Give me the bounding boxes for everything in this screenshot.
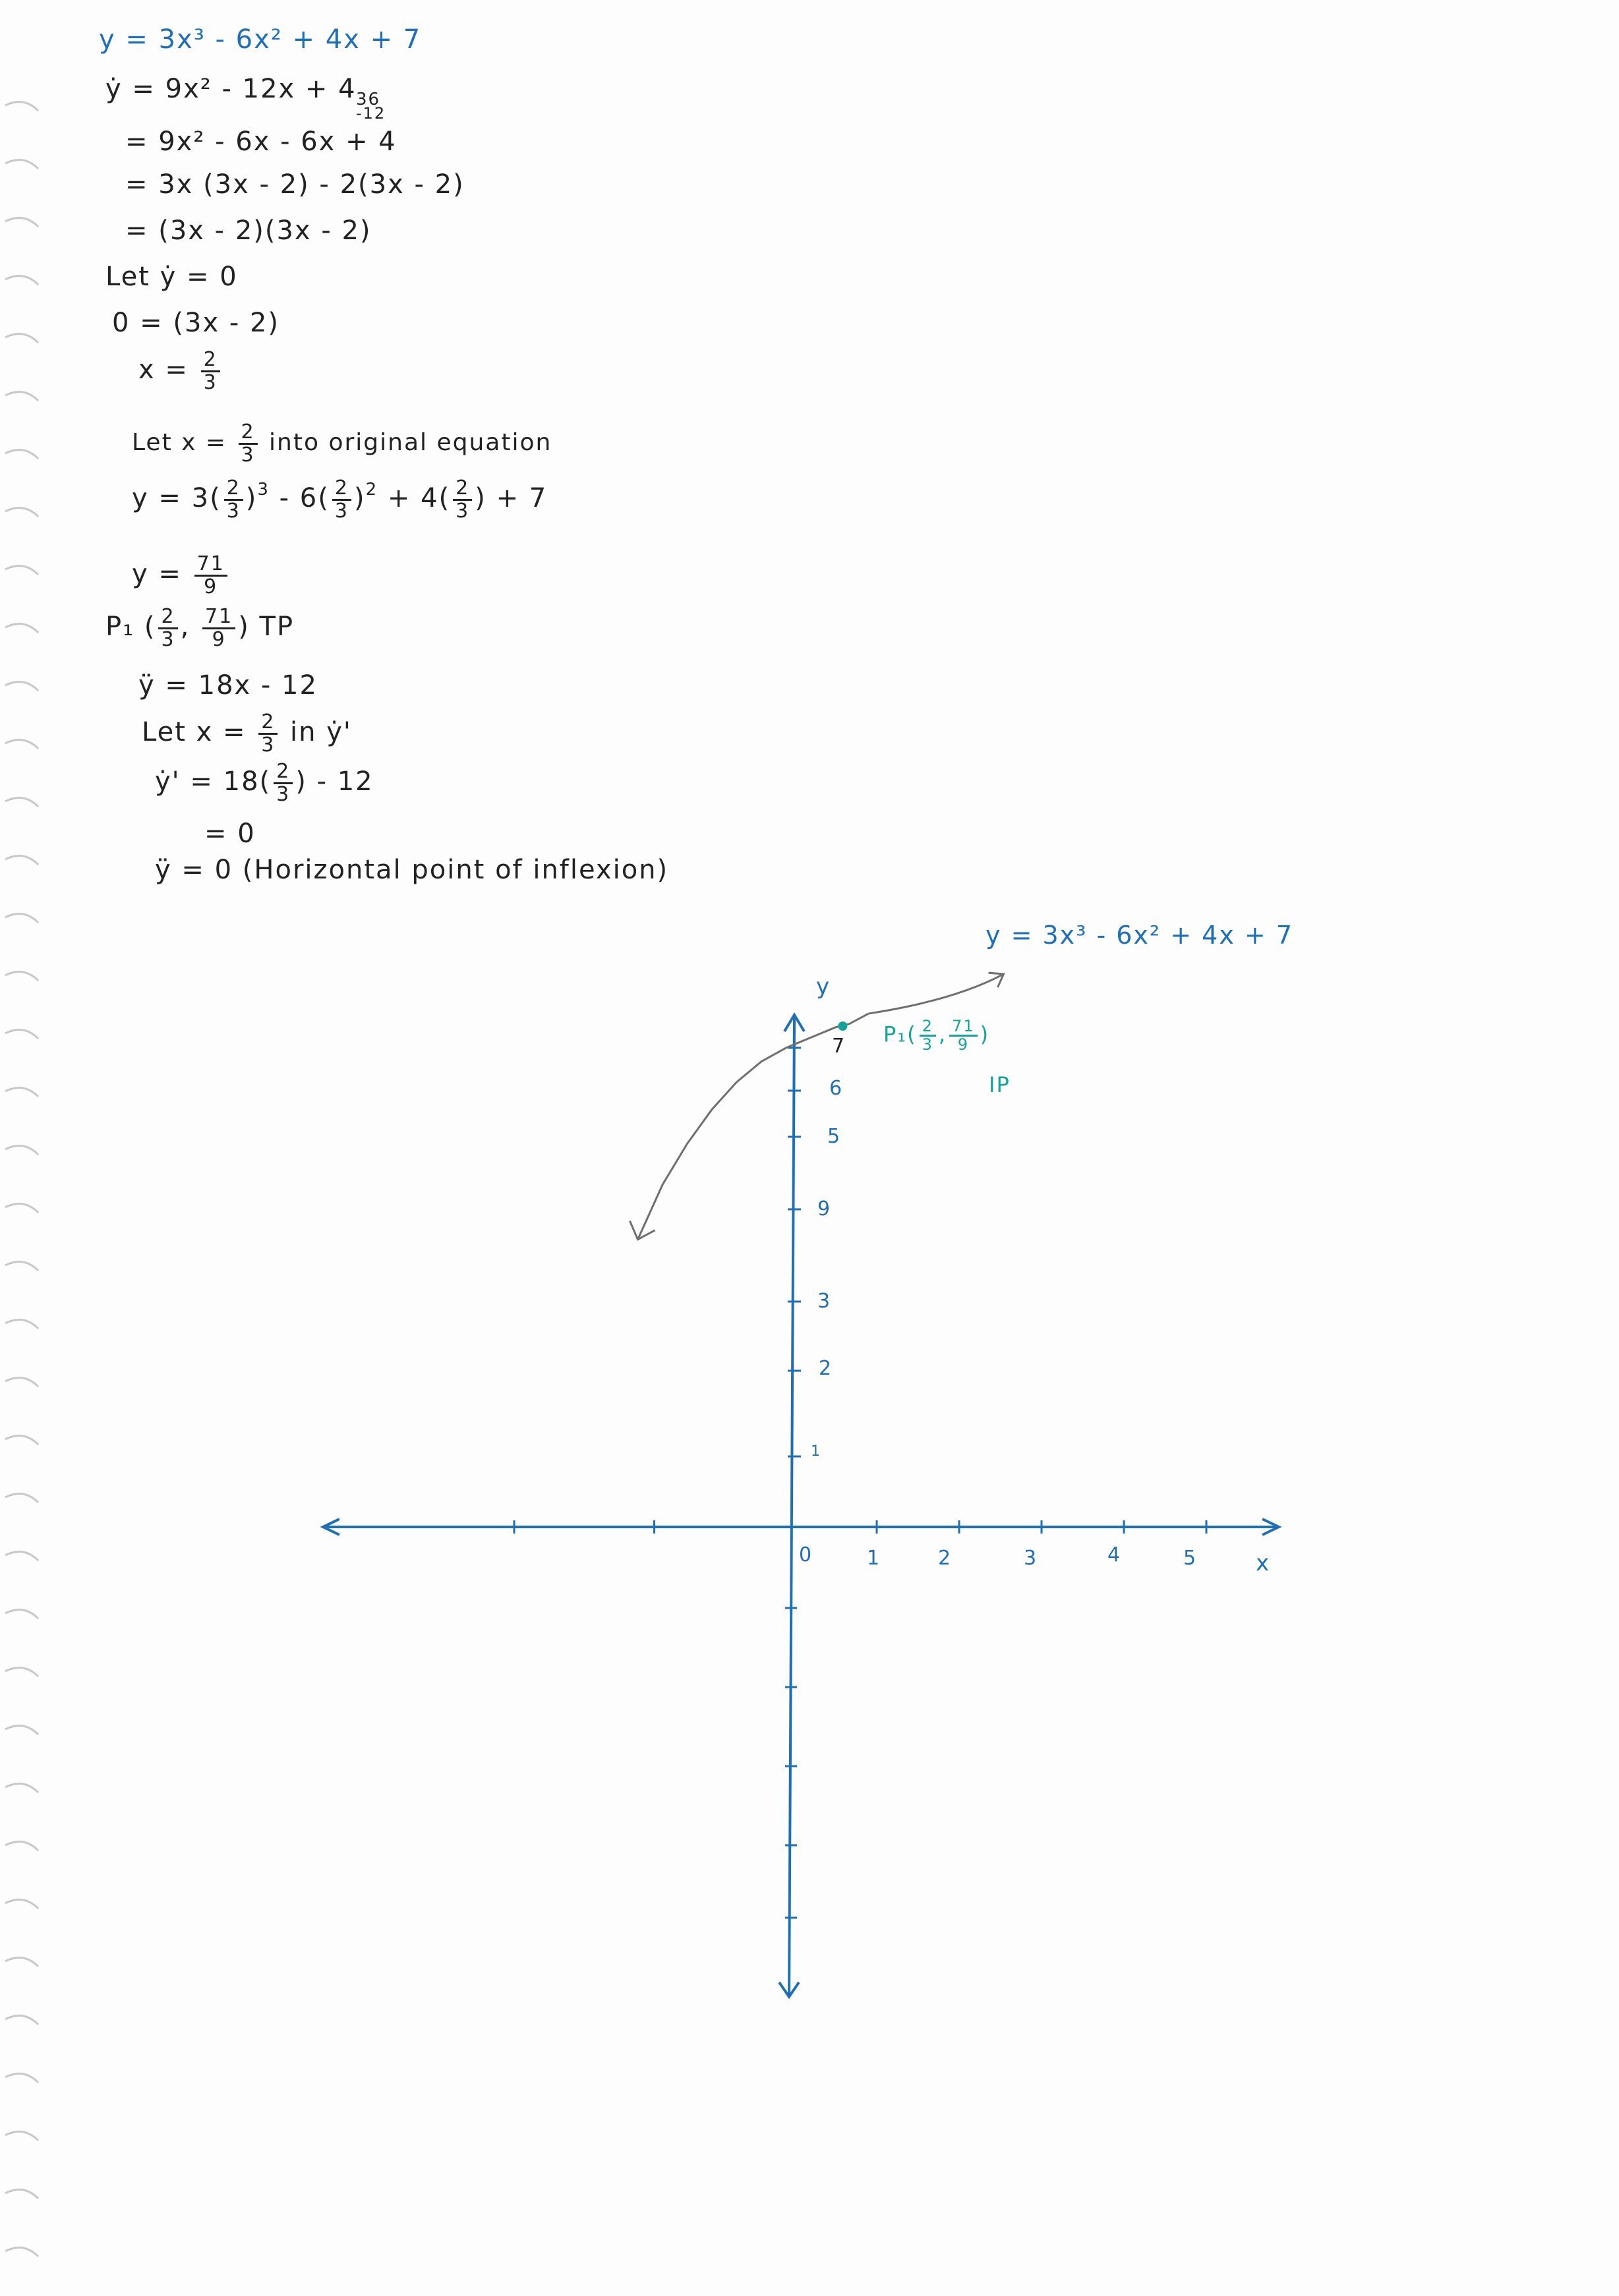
second-derivative-line: ÿ = 18x - 12 [138, 670, 318, 701]
conclusion-line: ÿ = 0 (Horizontal point of inflexion) [155, 855, 669, 885]
fraction-numerator: 2 [201, 349, 220, 372]
let-x-prefix: Let x = [132, 429, 227, 456]
x-axis-label: x [1256, 1550, 1270, 1576]
x-tick-label-2: 2 [938, 1547, 951, 1570]
fraction-denominator: 3 [922, 1035, 933, 1054]
x-tick-label-1: 1 [867, 1547, 880, 1570]
graph-point-label: P₁( $\frac{2}{3}$ , $\frac{71}{9}$ ) [883, 1017, 990, 1054]
fraction-denominator: 9 [204, 575, 218, 598]
fraction-denominator: 3 [226, 499, 241, 523]
y-tick-label-1: 1 [811, 1443, 820, 1460]
graph-point-note: IP [989, 1072, 1011, 1097]
x-tick-label-4: 4 [1107, 1543, 1121, 1566]
x-tick-label-5: 5 [1183, 1547, 1196, 1570]
evaluation-line: ẏ' = 18( $\frac{2}{3}$ ) - 12 [155, 760, 374, 806]
y-axis-label: y [816, 973, 830, 1000]
sub-prefix: y = 3 [132, 483, 210, 513]
fraction-numerator: 71 [194, 554, 227, 577]
point-layer [838, 1021, 847, 1031]
turning-point-line: P₁ ( $\frac{2}{3}$ , $\frac{71}{9}$ ) TP [105, 605, 295, 651]
y-tick-label-5: 5 [827, 1125, 840, 1148]
substitution-line: y = 3( $\frac{2}{3}$ )$^3$ - 6( $\frac{2}{3}$ )$^2$ + 4( $\frac{2}{3}$ ) + 7 [132, 476, 548, 523]
x-solution-prefix: x = [138, 355, 189, 385]
sub-mid-1: - 6 [279, 483, 318, 513]
axis-ticks [514, 1048, 1206, 1918]
curve-upper-extension [869, 974, 1004, 1014]
fraction-numerator: 2 [239, 422, 258, 445]
cube-exponent: 3 [257, 480, 270, 500]
fraction-numerator: 2 [920, 1018, 936, 1037]
let-derivative-zero-line: Let ẏ = 0 [105, 262, 238, 292]
fraction-numerator: 2 [258, 712, 278, 735]
fraction-numerator: 2 [453, 478, 472, 501]
fraction-numerator: 2 [158, 606, 177, 629]
point-prefix: P₁ [105, 612, 135, 642]
axes [323, 1015, 1279, 1997]
point-suffix: TP [259, 612, 295, 642]
curve-layer [630, 973, 1004, 1240]
let-x-suffix: into original equation [269, 429, 552, 456]
graph-point-prefix: P₁ [883, 1021, 908, 1047]
fraction-denominator: 9 [957, 1035, 969, 1054]
fraction-numerator: 71 [202, 606, 235, 629]
origin-label: 0 [799, 1543, 812, 1566]
zero-factor-line: 0 = (3x - 2) [112, 308, 280, 338]
fraction-numerator: 2 [274, 761, 293, 784]
first-derivative-line: ẏ = 9x² - 12x + 4 [105, 74, 357, 104]
fraction-numerator: 71 [949, 1018, 978, 1037]
side-note-top: 36 [356, 90, 381, 109]
fraction-denominator: 3 [241, 443, 255, 467]
split-middle-term-line: = 9x² - 6x - 6x + 4 [125, 127, 397, 157]
eval-prefix: ẏ' = 18 [155, 766, 260, 797]
let-x2-prefix: Let x = [142, 717, 247, 747]
factored-line: = (3x - 2)(3x - 2) [125, 215, 372, 246]
y-axis-line [789, 1015, 794, 1997]
eval-suffix: - 12 [316, 766, 374, 797]
y-tick-label-6: 6 [829, 1077, 842, 1100]
square-exponent: 2 [365, 480, 378, 500]
fraction-denominator: 3 [161, 627, 175, 651]
y-tick-label-2: 2 [819, 1357, 832, 1380]
side-note-bottom: -12 [356, 104, 386, 123]
graph-point-y-fraction [949, 1018, 978, 1053]
fraction-denominator: 3 [334, 499, 349, 523]
fraction-numerator: 2 [224, 478, 243, 501]
equation-line: y = 3x³ - 6x² + 4x + 7 [99, 24, 422, 55]
inflexion-point-dot [838, 1021, 847, 1031]
fraction-denominator: 3 [261, 733, 276, 757]
y-tick-label-7: 7 [832, 1035, 845, 1058]
y-tick-label-3: 3 [817, 1290, 831, 1313]
let-x2-suffix: in ẏ' [290, 717, 352, 747]
grouping-line: = 3x (3x - 2) - 2(3x - 2) [125, 169, 465, 200]
y-value-prefix: y = [132, 559, 182, 589]
x-tick-label-3: 3 [1024, 1547, 1037, 1570]
fraction-numerator: 2 [332, 478, 351, 501]
fraction-denominator: 3 [276, 782, 291, 806]
y-tick-label-4: 9 [817, 1197, 831, 1220]
fraction-denominator: 9 [212, 627, 226, 651]
sub-suffix: + 7 [496, 483, 548, 513]
equals-zero-line: = 0 [204, 818, 256, 849]
fraction-denominator: 3 [456, 499, 470, 523]
graph-point-x-fraction [920, 1018, 936, 1053]
sub-mid-2: + 4 [387, 483, 439, 513]
fraction-denominator: 3 [203, 370, 218, 394]
graph-curve-label: y = 3x³ - 6x² + 4x + 7 [986, 921, 1293, 950]
